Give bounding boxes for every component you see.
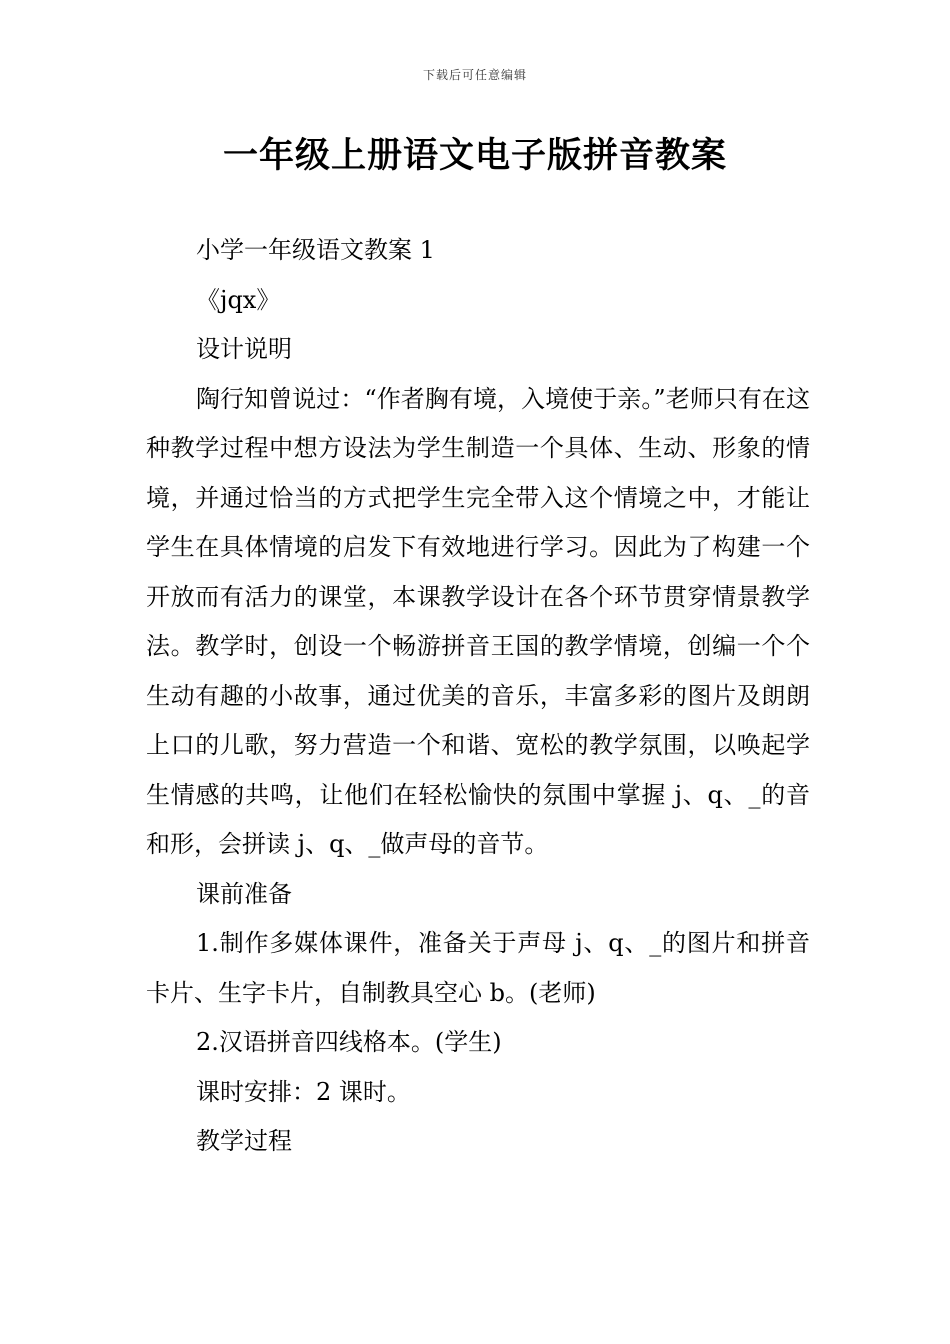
section-heading-preparation: 课前准备 [196, 879, 292, 908]
section-heading-design: 设计说明 [196, 335, 292, 363]
lesson-subtitle: 《jqx》 [196, 285, 281, 314]
header-note: 下载后可任意编辑 [422, 68, 527, 82]
preparation-item-2: 2.汉语拼音四线格本。(学生) [196, 1028, 502, 1056]
document-title: 一年级上册语文电子版拼音教案 [222, 136, 727, 176]
document-body [146, 226, 810, 1167]
preparation-item-1: 1.制作多媒体课件，准备关于声母 j、q、_的图片和拼音卡片、生字卡片，自制教具空心 b。(老师) [146, 929, 810, 1007]
design-description-paragraph: 陶行知曾说过：“作者胸有境，入境使于亲。”老师只有在这种教学过程中想方设法为学生制造一个具体、生动、形象的情境，并通过恰当的方式把学生完全带入这个情境之中，才能让学生在具体情境的启发下有效地进行学习。因此为了构建一个开放而有活力的课堂，本课教学设计在各个环节贯穿情景教学法。教学时，创设一个畅游拼音王国的教学情境，创编一个个生动有趣的小故事，通过优美的音乐，丰富多彩的图片及朗朗上口的儿歌，努力营造一个和谐、宽松的教学氛围，以唤起学生情感的共鸣，让他们在轻松愉快的氛围中掌握 j、q、_的音和形，会拼读 j、q、_做声母的音节。 [146, 384, 810, 858]
lesson-schedule: 课时安排：2 课时。 [196, 1077, 411, 1106]
section-heading-process: 教学过程 [196, 1127, 292, 1155]
section-heading-lesson: 小学一年级语文教案 1 [196, 236, 435, 264]
